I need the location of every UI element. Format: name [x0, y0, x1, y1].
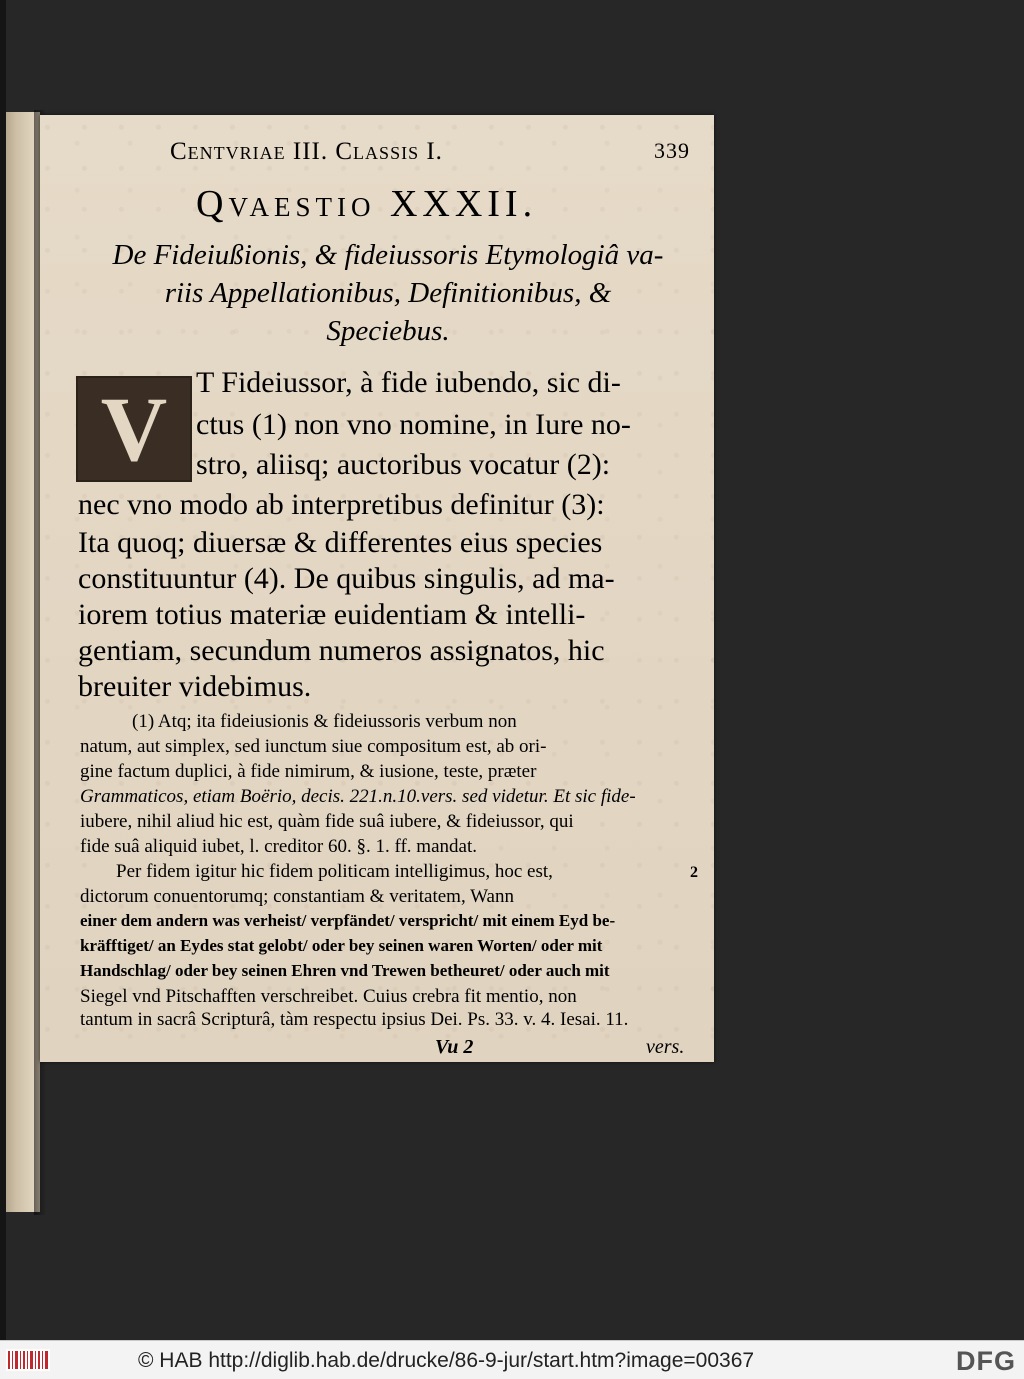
- body-line: constituuntur (4). De quibus singulis, ad ma-: [78, 562, 615, 595]
- catchword: vers.: [646, 1036, 685, 1058]
- footnote-line: natum, aut simplex, sed iunctum siue compositum est, ab ori-: [80, 736, 547, 757]
- scan-border: [0, 0, 6, 1340]
- footnote-line: fide suâ aliquid iubet, l. creditor 60. §. 1. ff. mandat.: [80, 836, 477, 857]
- body-line: iorem totius materiæ euidentiam & intelli-: [78, 598, 586, 631]
- running-head: [150, 138, 690, 172]
- question-subtitle: [82, 236, 694, 350]
- footnote-line: gine factum duplici, à fide nimirum, & iusione, teste, præter: [80, 761, 537, 782]
- footnote-line: tantum in sacrâ Scripturâ, tàm respectu ipsius Dei. Ps. 33. v. 4. Iesai. 11.: [80, 1009, 629, 1030]
- footnote-line: Siegel vnd Pitschafften verschreibet. Cuius crebra fit mentio, non: [80, 986, 577, 1007]
- running-head-title: Centvriae III. Classis I.: [170, 138, 443, 165]
- question-title: Qvaestio XXXII.: [196, 183, 538, 225]
- subtitle-line: Speciebus.: [326, 315, 450, 347]
- subtitle-line: riis Appellationibus, Definitionibus, &: [164, 277, 612, 309]
- footnote-line: (1) Atq; ita fideiusionis & fideiussoris verbum non: [132, 711, 517, 732]
- signature-mark: Vu 2: [435, 1036, 474, 1058]
- barcode-icon: [6, 1349, 50, 1371]
- source-link[interactable]: © HAB http://diglib.hab.de/drucke/86-9-jur/start.htm?image=00367: [138, 1349, 755, 1372]
- body-line: gentiam, secundum numeros assignatos, hic: [78, 634, 605, 667]
- footnote-line: dictorum conuentorumq; constantiam & veritatem, Wann: [80, 886, 514, 907]
- footnote-line: iubere, nihil aliud hic est, quàm fide suâ iubere, & fideiussor, qui: [80, 811, 574, 832]
- footnote-line: Grammaticos, etiam Boërio, decis. 221.n.10.vers. sed videtur. Et sic fide-: [80, 786, 636, 807]
- body-line: Ita quoq; diuersæ & differentes eius species: [78, 526, 603, 559]
- body-line: T Fideiussor, à fide iubendo, sic di-: [196, 366, 621, 399]
- body-line: breuiter videbimus.: [78, 670, 312, 703]
- dfg-logo: DFG: [956, 1346, 1016, 1376]
- body-line: ctus (1) non vno nomine, in Iure no-: [196, 408, 631, 441]
- subtitle-line: De Fideiußionis, & fideiussoris Etymologiâ va-: [112, 239, 664, 271]
- body-line: stro, aliisq; auctoribus vocatur (2):: [196, 448, 611, 481]
- viewer-footer: [0, 1340, 1024, 1379]
- body-line: nec vno modo ab interpretibus definitur (3):: [78, 488, 605, 521]
- footnote-line: einer dem andern was verheist/ verpfändet/ verspricht/ mit einem Eyd be-: [80, 911, 616, 930]
- footnote-line: Per fidem igitur hic fidem politicam intelligimus, hoc est,: [116, 861, 553, 882]
- initial-letter: V: [100, 378, 168, 480]
- page-number: 339: [654, 138, 690, 163]
- footnote-line: Handschlag/ oder bey seinen Ehren vnd Trewen betheuret/ oder auch mit: [80, 961, 610, 980]
- footnote-line: kräfftiget/ an Eydes stat gelobt/ oder bey seinen waren Worten/ oder mit: [80, 936, 603, 955]
- margin-number: 2: [690, 864, 698, 881]
- decorated-initial: [76, 376, 192, 482]
